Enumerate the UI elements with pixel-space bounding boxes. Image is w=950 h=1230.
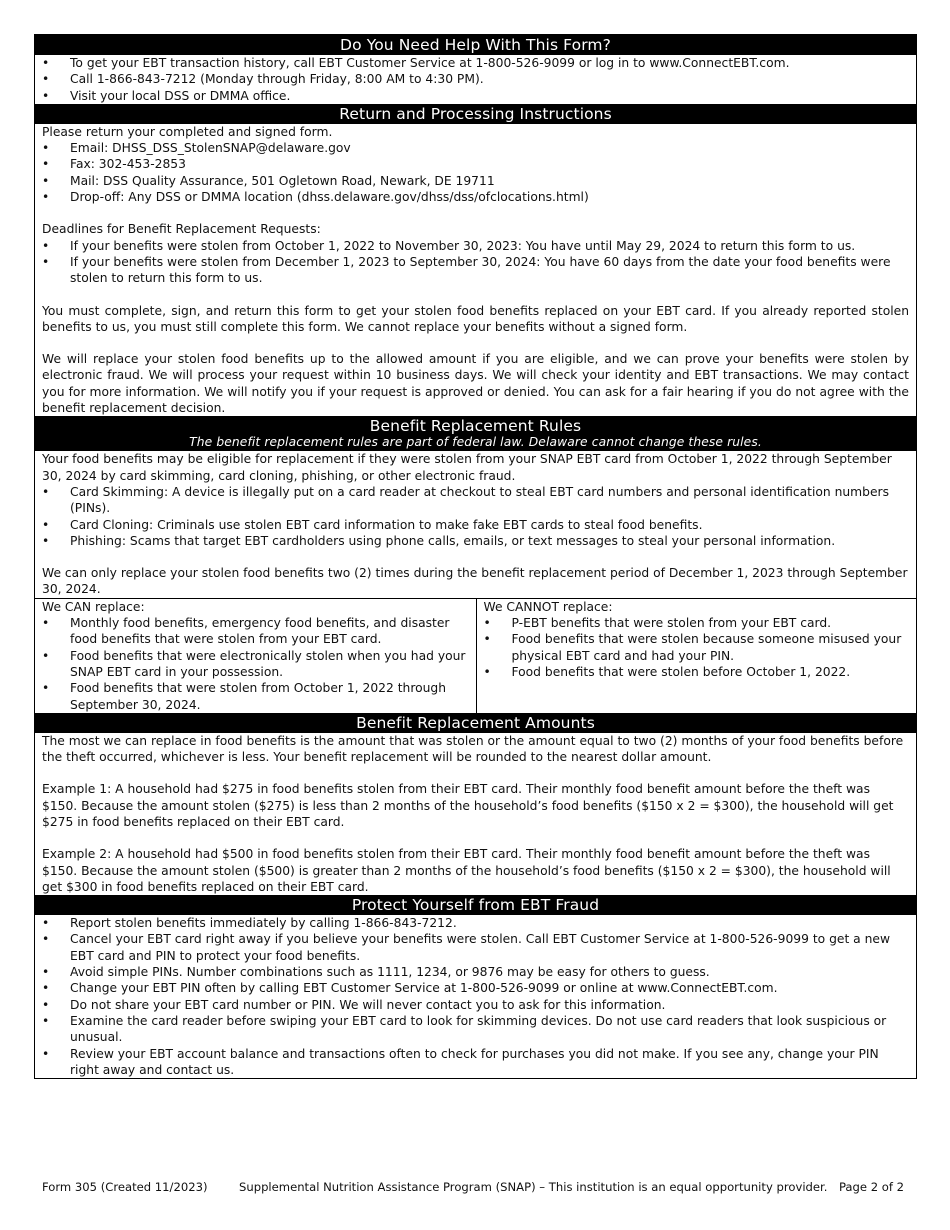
page-number: Page 2 of 2 <box>838 1180 904 1194</box>
list-item: • Drop-off: Any DSS or DMMA location (dhss.delaware.gov/dhss/dss/ofclocations.html) <box>42 189 909 205</box>
list-item: • Examine the card reader before swiping your EBT card to look for skimming devices. Do not use card readers that look suspicious or unusual. <box>42 1013 909 1046</box>
list-item: • Review your EBT account balance and transactions often to check for purchases you did not make. If you see any, change your PIN right away and contact us. <box>42 1046 909 1079</box>
list-item: • Email: DHSS_DSS_StolenSNAP@delaware.gov <box>42 140 909 156</box>
return-methods-list <box>42 140 909 205</box>
amounts-header: Benefit Replacement Amounts <box>35 713 916 733</box>
help-section <box>35 55 916 104</box>
replace-columns <box>35 598 916 713</box>
list-item: • If your benefits were stolen from December 1, 2023 to September 30, 2024: You have 60 days from the date your food benefits were stolen to return this form to us. <box>42 254 909 287</box>
can-replace-column <box>35 599 476 713</box>
can-title: We CAN replace: <box>42 599 145 614</box>
list-item: • To get your EBT transaction history, call EBT Customer Service at 1-800-526-9099 or log in to www.ConnectEBT.com. <box>42 55 909 71</box>
return-paragraph: We will replace your stolen food benefits up to the allowed amount if you are eligible, and we can prove your benefits were stolen by electronic fraud. We will process your request within 10 business days. We will check your identity and EBT transactions. We may contact you for more information. We will notify you if your request is approved or denied. You can ask for a fair hearing if you do not agree with the benefit replacement decision. <box>42 352 909 416</box>
list-item: • Avoid simple PINs. Number combinations such as 1111, 1234, or 9876 may be easy for others to guess. <box>42 964 909 980</box>
list-item: • Do not share your EBT card number or PIN. We will never contact you to ask for this information. <box>42 997 909 1013</box>
rules-limit: We can only replace your stolen food benefits two (2) times during the benefit replacement period of December 1, 2023 through September 30, 2024. <box>42 566 908 597</box>
example-1: Example 1: A household had $275 in food benefits stolen from their EBT card. Their monthly food benefit amount before the theft was $150. Because the amount stolen ($275) is less than 2 months of the household’s food benefits ($150 x 2 = $300), the household will get $275 in food benefits replaced on their EBT card. <box>42 782 894 829</box>
list-item: • Food benefits that were stolen before October 1, 2022. <box>484 664 910 680</box>
example-2: Example 2: A household had $500 in food benefits stolen from their EBT card. Their monthly food benefit amount before the theft was $150. Because the amount stolen ($500) is greater than 2 months of the household’s food benefits ($150 x 2 = $300), the household will get $300 in food benefits replaced on their EBT card. <box>42 847 891 894</box>
rules-intro: Your food benefits may be eligible for replacement if they were stolen from your SNAP EBT card from October 1, 2022 through September 30, 2024 by card skimming, card cloning, phishing, or other electronic fraud. <box>42 452 892 483</box>
return-intro: Please return your completed and signed form. <box>42 124 333 139</box>
rules-title: Benefit Replacement Rules <box>369 417 582 436</box>
list-item: • P-EBT benefits that were stolen from your EBT card. <box>484 615 910 631</box>
list-item: • Change your EBT PIN often by calling EBT Customer Service at 1-800-526-9099 or online at www.ConnectEBT.com. <box>42 980 909 996</box>
list-item: • Mail: DSS Quality Assurance, 501 Ogletown Road, Newark, DE 19711 <box>42 173 909 189</box>
return-paragraph: You must complete, sign, and return this form to get your stolen food benefits replaced on your EBT card. If you already reported stolen benefits to us, you must still complete this form. We cannot replace your benefits without a signed form. <box>42 303 909 334</box>
fraud-types-list <box>42 484 909 549</box>
list-item: • Card Skimming: A device is illegally put on a card reader at checkout to steal EBT card numbers and personal identification numbers (PINs). <box>42 484 909 517</box>
list-item: • Card Cloning: Criminals use stolen EBT card information to make fake EBT cards to steal food benefits. <box>42 517 909 533</box>
list-item: • Fax: 302-453-2853 <box>42 156 909 172</box>
help-list <box>42 55 909 104</box>
deadlines-title: Deadlines for Benefit Replacement Requests: <box>42 222 321 237</box>
rules-header <box>35 416 916 451</box>
list-item: • Report stolen benefits immediately by calling 1-866-843-7212. <box>42 915 909 931</box>
amounts-section <box>35 733 916 895</box>
program-statement: Supplemental Nutrition Assistance Program (SNAP) – This institution is an equal opportunity provider. <box>239 1180 828 1194</box>
can-list <box>42 615 469 713</box>
cannot-list <box>484 615 910 680</box>
list-item: • Food benefits that were stolen because someone misused your physical EBT card and had your PIN. <box>484 631 910 664</box>
protect-header: Protect Yourself from EBT Fraud <box>35 895 916 915</box>
list-item: • Visit your local DSS or DMMA office. <box>42 88 909 104</box>
return-header: Return and Processing Instructions <box>35 104 916 124</box>
help-header: Do You Need Help With This Form? <box>35 35 916 55</box>
list-item: • Food benefits that were electronically stolen when you had your SNAP EBT card in your possession. <box>42 648 469 681</box>
list-item: • Call 1-866-843-7212 (Monday through Friday, 8:00 AM to 4:30 PM). <box>42 71 909 87</box>
deadlines-list <box>42 238 909 287</box>
list-item: • Cancel your EBT card right away if you believe your benefits were stolen. Call EBT Customer Service at 1-800-526-9099 to get a new EBT card and PIN to protect your food benefits. <box>42 931 909 964</box>
return-section <box>35 124 916 416</box>
list-item: • If your benefits were stolen from October 1, 2022 to November 30, 2023: You have until May 29, 2024 to return this form to us. <box>42 238 909 254</box>
form-number: Form 305 (Created 11/2023) <box>42 1180 208 1194</box>
protect-list <box>42 915 909 1078</box>
amounts-intro: The most we can replace in food benefits is the amount that was stolen or the amount equal to two (2) months of your food benefits before the theft occurred, whichever is less. Your benefit replacement will be rounded to the nearest dollar amount. <box>42 733 904 765</box>
list-item: • Food benefits that were stolen from October 1, 2022 through September 30, 2024. <box>42 680 469 713</box>
rules-subtitle: The benefit replacement rules are part of federal law. Delaware cannot change these rules. <box>189 435 762 450</box>
form-panel <box>34 34 917 1079</box>
list-item: • Phishing: Scams that target EBT cardholders using phone calls, emails, or text messages to steal your personal information. <box>42 533 909 549</box>
cannot-title: We CANNOT replace: <box>483 599 613 614</box>
cannot-replace-column <box>476 599 917 713</box>
list-item: • Monthly food benefits, emergency food benefits, and disaster food benefits that were stolen from your EBT card. <box>42 615 469 648</box>
protect-section <box>35 915 916 1078</box>
rules-section <box>35 451 916 597</box>
